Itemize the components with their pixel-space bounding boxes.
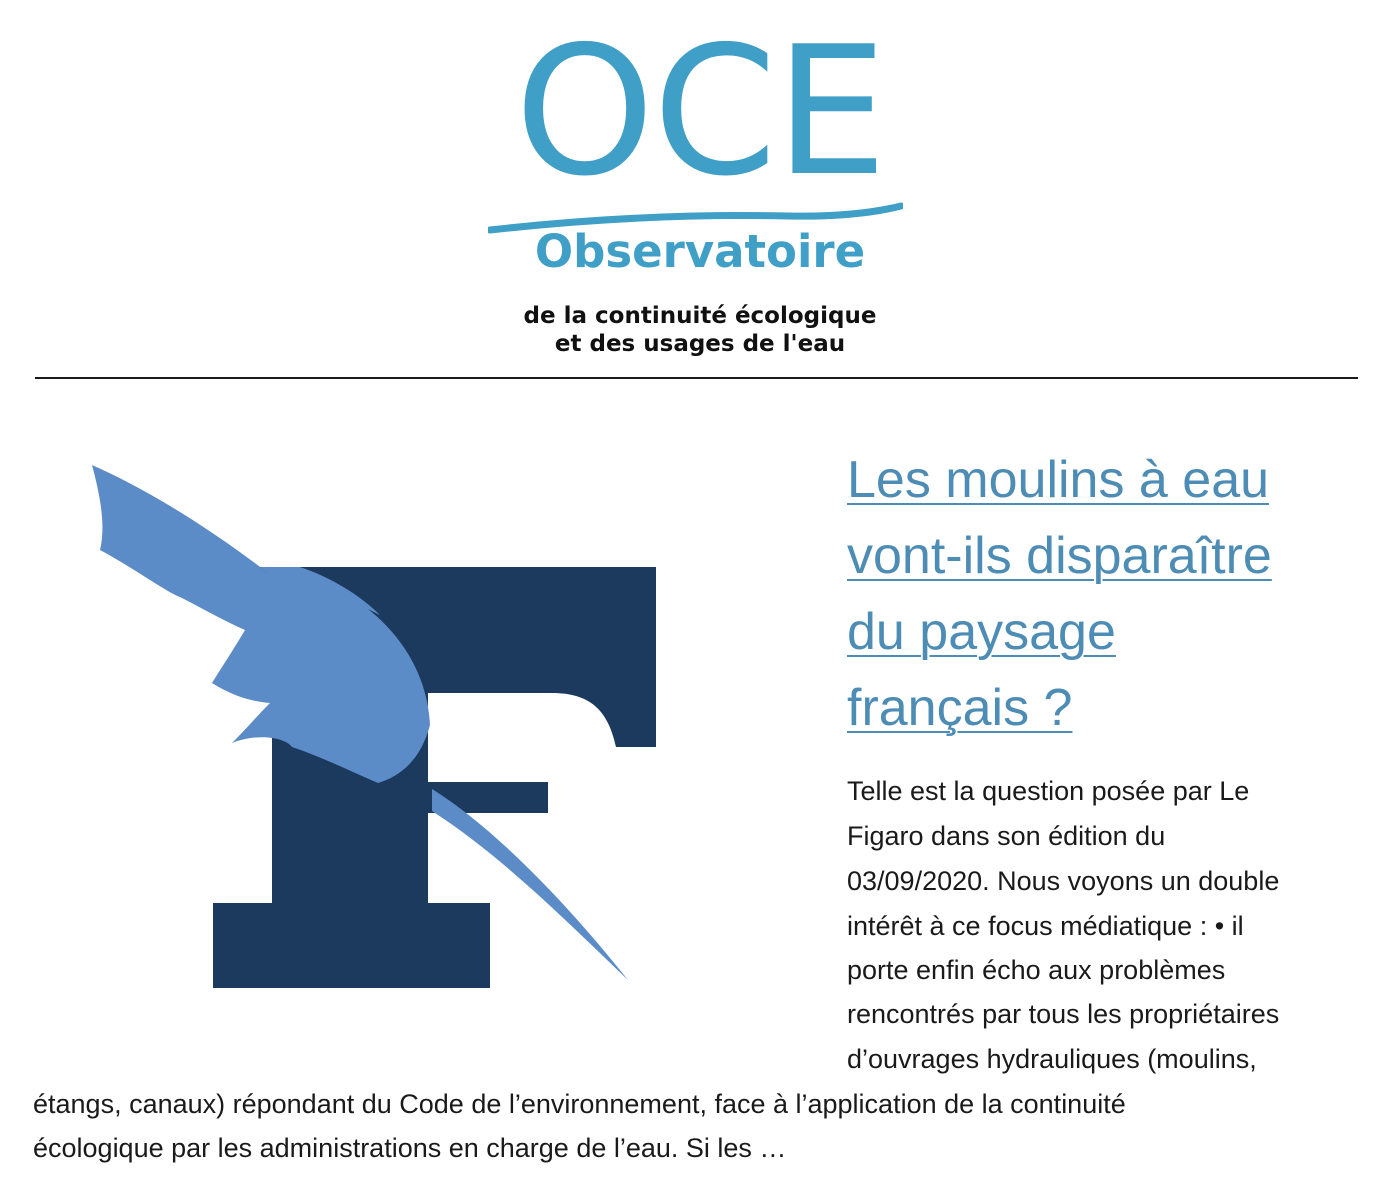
title-line[interactable]: du paysage (847, 603, 1116, 661)
excerpt-line: écologique par les administrations en charge de l’eau. Si les … (33, 1133, 787, 1163)
oce-logo (480, 8, 920, 357)
logo-acronym: OCE (514, 8, 886, 215)
excerpt-line: rencontrés par tous les propriétaires (847, 999, 1280, 1029)
excerpt-line: Telle est la question posée par Le (847, 776, 1250, 806)
title-line[interactable]: français ? (847, 679, 1073, 737)
title-line[interactable]: Les moulins à eau (847, 451, 1270, 509)
article-title-link[interactable] (847, 442, 1367, 746)
logo-tagline-line1: de la continuité écologique (523, 303, 877, 329)
figaro-logo-image[interactable] (60, 455, 680, 1015)
excerpt-line: d’ouvrages hydrauliques (moulins, (847, 1044, 1257, 1074)
logo-name: Observatoire (534, 225, 866, 278)
title-line[interactable]: vont-ils disparaître (847, 527, 1272, 585)
excerpt-line: Figaro dans son édition du (847, 821, 1166, 851)
excerpt-line: étangs, canaux) répondant du Code de l’environnement, face à l’application de la continuité (33, 1089, 1126, 1119)
excerpt-line: intérêt à ce focus médiatique : • il (847, 911, 1244, 941)
logo-tagline-line2: et des usages de l'eau (554, 331, 846, 357)
excerpt-line: 03/09/2020. Nous voyons un double (847, 866, 1280, 896)
figaro-feather (92, 465, 430, 783)
header-divider (35, 377, 1358, 379)
excerpt-line: porte enfin écho aux problèmes (847, 955, 1226, 985)
